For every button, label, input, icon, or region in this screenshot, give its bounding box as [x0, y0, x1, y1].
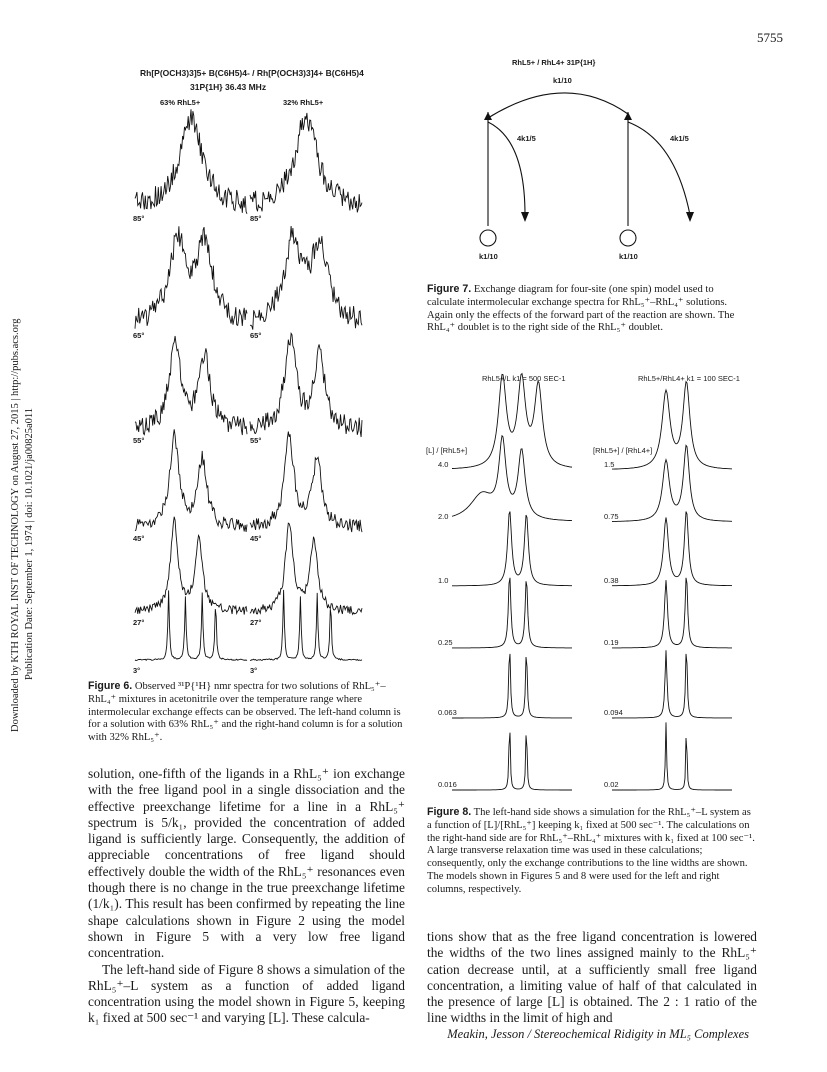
body-left-paragraph-2: The left-hand side of Figure 8 shows a simulation of the RhL₅⁺–L system as a function of added ligand concentration using the model shown in Figure 5, keeping k₁ fixed at 500 sec⁻¹ and varying [L]. These calcula- [88, 961, 405, 1026]
figure8-value-left-0: 4.0 [438, 460, 449, 469]
figure8-value-right-5: 0.02 [604, 780, 619, 789]
figure8-value-left-1: 2.0 [438, 512, 449, 521]
figure6-temp-left-0: 85° [133, 214, 145, 223]
figure8-traces [452, 374, 732, 790]
figure6-temp-left-4: 27° [133, 618, 145, 627]
figure6-temp-right-3: 45° [250, 534, 262, 543]
figure6-temp-right-0: 85° [250, 214, 262, 223]
figure8-value-right-2: 0.38 [604, 576, 619, 585]
body-left-column [88, 766, 405, 1027]
figure6-temp-right-1: 65° [250, 331, 262, 340]
side-note-line1: Downloaded by KTH ROYAL INST OF TECHNOLOGY on August 27, 2015 | http://pubs.acs.org [10, 318, 21, 732]
figure6-temp-left-2: 55° [133, 436, 145, 445]
figure8-caption-label: Figure 8. [427, 806, 472, 818]
figure8-right-trace-2 [612, 512, 732, 586]
figure8-left-trace-4 [452, 654, 572, 718]
figure8-value-right-4: 0.094 [604, 708, 623, 717]
figure6-temp-right-4: 27° [250, 618, 262, 627]
figure8-left-trace-1 [452, 436, 572, 521]
figure6-temp-left-3: 45° [133, 534, 145, 543]
figure7-rate-loop-left: k1/10 [479, 252, 498, 261]
figure6-left-label: 63% RhL5+ [160, 98, 201, 107]
figure8-right-trace-5 [612, 722, 732, 790]
figure8-left-trace-0 [452, 374, 572, 469]
figure6-caption-label: Figure 6. [88, 680, 133, 692]
figure6-temp-left-5: 3° [133, 666, 141, 675]
page-footer: Meakin, Jesson / Stereochemical Ridigity in ML₅ Complexes [447, 1027, 749, 1041]
body-right-paragraph-1: tions show that as the free ligand concentration is lowered the widths of the two lines assigned mainly to the RhL₅⁺ cation decrease until, at a sufficiently small free ligand concentration, a limiting value of half of that calculated in the presence of large [L] is obtained. The 2 : 1 ratio of the line widths in the limit of high and [427, 929, 757, 1026]
body-right-column [427, 929, 757, 1027]
figure8-value-left-4: 0.063 [438, 708, 457, 717]
figure8-right-trace-3 [612, 578, 732, 648]
figure6-temp-right-5: 3° [250, 666, 258, 675]
figure8-left-trace-3 [452, 578, 572, 648]
figure7-rate-top: k1/10 [553, 76, 572, 85]
page-number: 5755 [757, 30, 783, 45]
figure7-rate-mid-left: 4k1/5 [517, 134, 536, 143]
figure7-rate-mid-right: 4k1/5 [670, 134, 689, 143]
figure8-caption-text: The left-hand side shows a simulation for the RhL₅⁺–L system as a function of [L]/[RhL₅⁺] keeping k₁ fixed at 500 sec⁻¹. The calculations on the right-hand side are for RhL₅⁺–RhL₄⁺ mixtures with k₁ fixed at 100 sec⁻¹. A large transverse relaxation time was used in these calculations; consequently, only the exchange contributions to the line widths are shown. The models shown in Figures 5 and 8 were used for the left and right columns, respectively. [427, 807, 755, 895]
figure8-value-left-3: 0.25 [438, 638, 453, 647]
figure8-left-trace-5 [452, 733, 572, 790]
figure7-caption-label: Figure 7. [427, 283, 472, 295]
figure7-header: RhL5+ / RhL4+ 31P{1H} [512, 58, 596, 67]
figure8-value-right-3: 0.19 [604, 638, 619, 647]
figure8-value-right-0: 1.5 [604, 460, 615, 469]
figure8-right-axis: [RhL5+] / [RhL4+] [593, 446, 653, 455]
figure8-value-left-5: 0.016 [438, 780, 457, 789]
figure8-left-axis: [L] / [RhL5+] [426, 446, 468, 455]
figure6-temp-left-1: 65° [133, 331, 145, 340]
figure7-rate-loop-right: k1/10 [619, 252, 638, 261]
figure6-caption-text: Observed ³¹P{¹H} nmr spectra for two solutions of RhL₅⁺–RhL₄⁺ mixtures in acetonitrile over the temperature range where intermolecular exchange effects can be observed. The left-hand column is for a solution with 63% RhL₅⁺ and the right-hand column is for a solution with 32% RhL₅⁺. [88, 681, 403, 744]
figure8-value-right-1: 0.75 [604, 512, 619, 521]
figure8-value-left-2: 1.0 [438, 576, 449, 585]
figure8-right-trace-4 [612, 650, 732, 718]
figure8-left-header: RhL5+/L k1 = 500 SEC-1 [482, 374, 566, 383]
figure6-header-line1: Rh[P(OCH3)3]5+ B(C6H5)4- / Rh[P(OCH3)3]4+ B(C6H5)4 [140, 68, 364, 78]
figure8-right-trace-0 [612, 382, 732, 470]
body-left-paragraph-1: solution, one-fifth of the ligands in a RhL₅⁺ ion exchange with the free ligand pool in a single dissociation and the effective preexchange lifetime for a line in a RhL₅⁺ spectrum is 5/k₁, provided the concentration of added ligand is sufficiently large. Consequently, the addition of appreciable concentrations of free ligand should effectively double the width of the RhL₅⁺ resonances even though there is no change in the true preexchange lifetime (1/k₁). This result has been confirmed by repeating the line shape calculations shown in Figure 2 using the model shown in Figure 5 with a very low free ligand concentration. [88, 766, 405, 961]
side-note-line2: Publication Date: September 1, 1974 | doi: 10.1021/ja00825a011 [24, 407, 35, 680]
figure8-left-trace-2 [452, 512, 572, 586]
figure6-header-line2: 31P{1H} 36.43 MHz [190, 82, 267, 92]
figure8-caption [427, 806, 757, 897]
figure6-temp-right-2: 55° [250, 436, 262, 445]
figure7-caption-text: Exchange diagram for four-site (one spin) model used to calculate intermolecular exchange spectra for RhL₅⁺–RhL₄⁺ solutions. Again only the effects of the forward part of the reaction are shown. The RhL₄⁺ doublet is to the right side of the RhL₅⁺ doublet. [427, 284, 735, 334]
figure8-right-trace-1 [612, 445, 732, 521]
figure8-right-header: RhL5+/RhL4+ k1 = 100 SEC-1 [638, 374, 740, 383]
figure6-right-label: 32% RhL5+ [283, 98, 324, 107]
